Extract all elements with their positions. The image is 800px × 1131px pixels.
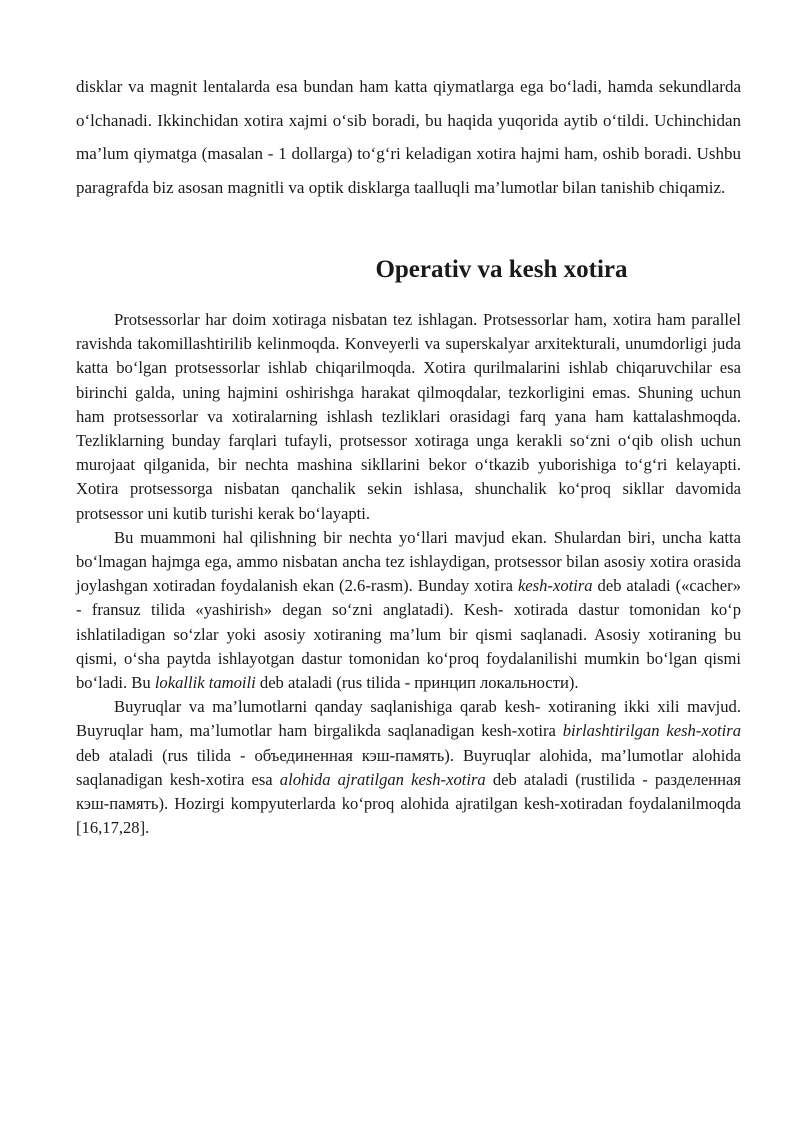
term-alohida-ajratilgan-kesh-xotira: alohida ajratilgan kesh-xotira	[279, 769, 486, 789]
paragraph-text: deb ataladi (rus tilida - объединенная кэш-память). Buyruqlar alohida, ma’lumotlar alohida saqlanadigan kesh-xotira esa	[76, 745, 741, 789]
term-kesh-xotira: kesh-xotira	[517, 576, 593, 596]
paragraph-cache-types	[76, 695, 741, 840]
paragraph-text: Buyruqlar va ma’lumotlarni qanday saqlanishiga qarab kesh- xotiraning ikki xili mavjud. Buyruqlar ham, ma’lumotlar ham birgalikda saqlanadigan kesh-xotira	[76, 697, 741, 741]
document-page	[76, 70, 741, 840]
paragraph-text: deb ataladi («cacher» - fransuz tilida «yashirish» degan so‘zni anglatadi). Kesh- xotirada dastur tomonidan ko‘p ishlatiladigan so‘zlar yoki asosiy xotiraning ma’lum bir qismi saqlanadi. Asosiy xotiraning bu qismi, o‘sha paytda ishlayotgan dastur tomonidan ko‘proq foydalanilishi mumkin bo‘lgan qismi bo‘ladi. Bu	[76, 576, 742, 693]
term-lokallik-tamoili: lokallik tamoili	[154, 673, 256, 693]
intro-paragraph: disklar va magnit lentalarda esa bundan ham katta qiymatlarga ega bo‘ladi, hamda sekundlarda o‘lchanadi. Ikkinchidan xotira xajmi o‘sib boradi, bu haqida yuqorida aytib o‘tildi. Uchinchidan ma’lum qiymatga (masalan - 1 dollarga) to‘g‘ri keladigan xotira hajmi ham, oshib boradi. Ushbu paragrafda biz asosan magnitli va optik disklarga taalluqli ma’lumotlar bilan tanishib chiqamiz.	[76, 77, 741, 197]
paragraph-text: deb ataladi (rustilida - разделенная кэш-память). Hozirgi kompyuterlarda ko‘proq alohida ajratilgan kesh-xotiradan foydalanilmoqda [16,17,28].	[76, 769, 741, 838]
paragraph-processors: Protsessorlar har doim xotiraga nisbatan tez ishlagan. Protsessorlar ham, xotira ham parallel ravishda takomillashtirilib kelinmoqda. Konveyerli va superskalyar arxitekturali, unumdorligi juda katta bo‘lgan protsessorlar ishlab chiqarilmoqda. Xotira qurilmalarini ishlab chiqaruvchilar esa birinchi galda, uning hajmini oshirishga harakat qilmoqdalar, tezkorligini emas. Shuning uchun ham protsessorlar va xotiralarning ishlash tezliklari orasidagi farq yana ham kattalashmoqda. Tezliklarning bunday farqlari tufayli, protsessor xotiraga unga kerakli so‘zni o‘qib olish uchun murojaat qilganida, bir nechta mashina sikllarini bekor o‘tkazib yuborishiga to‘g‘ri kelayapti. Xotira protsessorga nisbatan qanchalik sekin ishlasa, shunchalik ko‘proq sikllar davomida protsessor uni kutib turishi kerak bo‘layapti.	[76, 310, 741, 523]
paragraph-text: Bu muammoni hal qilishning bir nechta yo‘llari mavjud ekan. Shulardan biri, uncha katta bo‘lmagan hajmga ega, ammo nisbatan ancha tez ishlaydigan, protsessor bilan asosiy xotira orasida joylashgan xotiradan foydalanish ekan (2.6-rasm). Bunday xotira	[76, 527, 741, 596]
term-birlashtirilgan-kesh-xotira: birlashtirilgan kesh-xotira	[562, 721, 741, 741]
section-heading: Operativ va kesh xotira	[375, 256, 628, 283]
paragraph-text: deb ataladi (rus tilida - принцип локальности).	[255, 673, 579, 693]
paragraph-cache-definition	[76, 526, 741, 695]
